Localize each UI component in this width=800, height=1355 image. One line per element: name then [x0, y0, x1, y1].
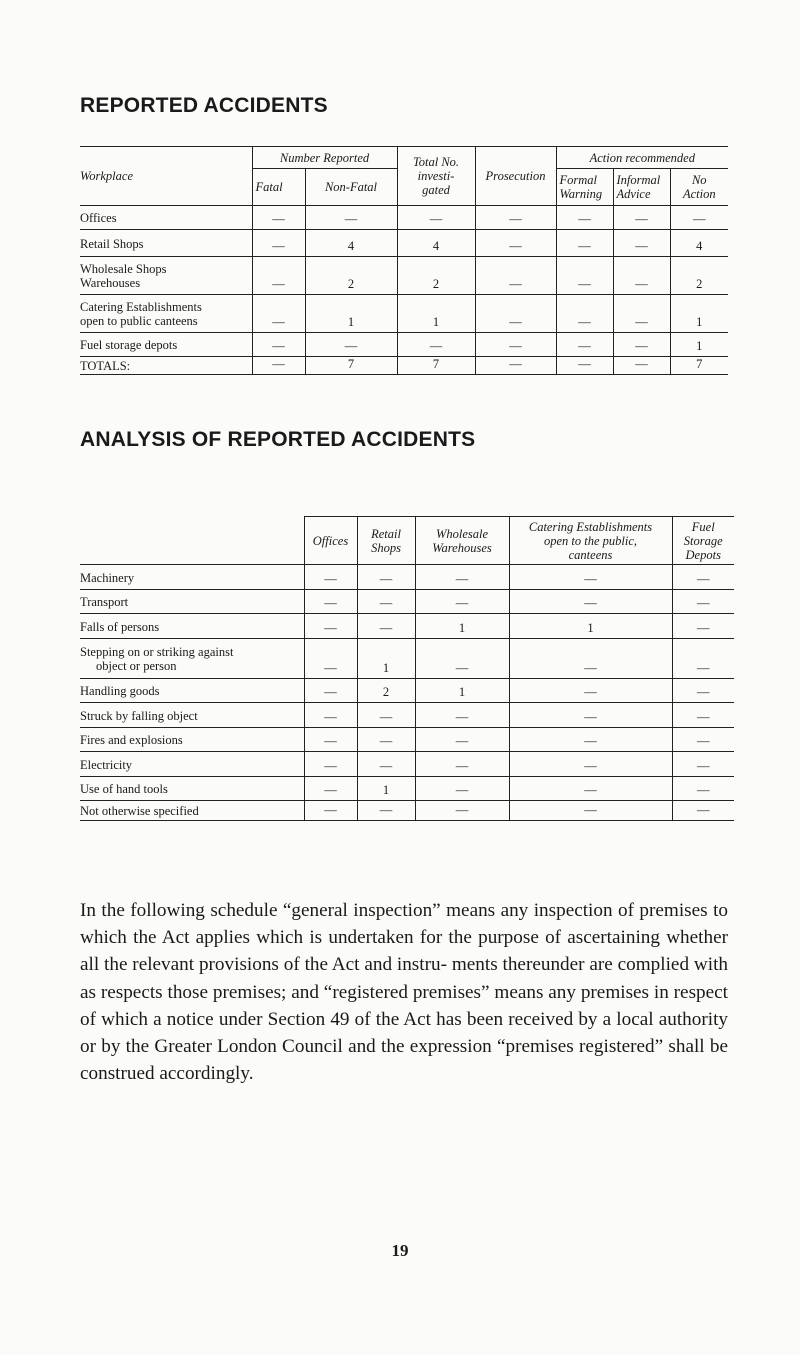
cell: — — [415, 565, 509, 590]
table-row — [80, 679, 734, 703]
cell: 4 — [397, 230, 475, 257]
cell: — — [415, 801, 509, 821]
cell: — — [556, 230, 613, 257]
cell: — — [613, 257, 670, 295]
table-row — [80, 752, 734, 777]
cell: — — [509, 639, 672, 679]
cell: — — [509, 703, 672, 728]
cell: — — [475, 357, 556, 375]
cell: — — [357, 614, 415, 639]
cell: — — [672, 703, 734, 728]
cell: — — [672, 565, 734, 590]
fuel-storage-header: Fuel Storage Depots — [672, 517, 734, 565]
cell: — — [672, 679, 734, 703]
cell: — — [672, 639, 734, 679]
cell: — — [475, 206, 556, 230]
row-label: Offices — [80, 206, 252, 230]
table-row — [80, 295, 728, 333]
analysis-table — [80, 516, 734, 821]
analysis-title: ANALYSIS OF REPORTED ACCIDENTS — [80, 428, 476, 451]
cell: 7 — [305, 357, 397, 375]
cell: — — [672, 590, 734, 614]
row-label: Electricity — [80, 752, 304, 777]
table-row — [80, 777, 734, 801]
cell: 1 — [357, 639, 415, 679]
cell: — — [556, 257, 613, 295]
cell: — — [556, 295, 613, 333]
row-label: Handling goods — [80, 679, 304, 703]
number-reported-header: Number Reported — [252, 147, 397, 169]
cell: — — [357, 801, 415, 821]
row-label: Fuel storage depots — [80, 333, 252, 357]
cell: — — [252, 333, 305, 357]
cell: — — [304, 703, 357, 728]
cell: — — [304, 728, 357, 752]
cell: — — [672, 777, 734, 801]
cell: — — [672, 801, 734, 821]
prosecution-header: Prosecution — [475, 147, 556, 206]
cell: — — [556, 357, 613, 375]
cell: — — [475, 295, 556, 333]
cell: — — [613, 357, 670, 375]
cell: — — [613, 295, 670, 333]
cell: — — [613, 333, 670, 357]
cell: — — [509, 752, 672, 777]
table-row — [80, 639, 734, 679]
cell: 2 — [397, 257, 475, 295]
cell: — — [509, 777, 672, 801]
row-label: Struck by falling object — [80, 703, 304, 728]
cell: — — [672, 614, 734, 639]
workplace-header: Workplace — [80, 147, 252, 206]
cell: — — [305, 206, 397, 230]
row-label: TOTALS: — [80, 357, 252, 375]
cell: — — [357, 703, 415, 728]
page-number: 19 — [391, 1241, 409, 1260]
cell: — — [415, 728, 509, 752]
cell: 1 — [670, 333, 728, 357]
cell: 2 — [670, 257, 728, 295]
row-label: Falls of persons — [80, 614, 304, 639]
cell: — — [252, 206, 305, 230]
cell: — — [305, 333, 397, 357]
table-row — [80, 801, 734, 821]
cell: 7 — [397, 357, 475, 375]
cell: — — [475, 230, 556, 257]
formal-warning-header: Formal Warning — [556, 169, 613, 206]
cell: 1 — [357, 777, 415, 801]
cell: 1 — [415, 614, 509, 639]
total-investigated-header: Total No. investi- gated — [397, 147, 475, 206]
table-row — [80, 590, 734, 614]
row-label: Machinery — [80, 565, 304, 590]
cell: — — [304, 639, 357, 679]
no-action-header: No Action — [670, 169, 728, 206]
cell: — — [357, 728, 415, 752]
row-label: Catering Establishments open to public canteens — [80, 295, 252, 333]
cell: — — [415, 590, 509, 614]
table-row — [80, 333, 728, 357]
cell: — — [252, 257, 305, 295]
definition-paragraph: In the following schedule “general inspection” means any inspection of premises to which the Act applies which is undertaken for the purpose of ascertaining whether all the relevant provisions of the Act and instru- ments thereunder are complied with as respects those premises; and “registered premises” means any premises in respect of which a notice under Section 49 of the Act has been received by a local authority or by the Greater London Council and the expression “premises registered” shall be construed accordingly. — [80, 900, 728, 1085]
cell: — — [509, 679, 672, 703]
row-label: Wholesale Shops Warehouses — [80, 257, 252, 295]
table-row — [80, 728, 734, 752]
fatal-header: Fatal — [252, 169, 305, 206]
cell: — — [415, 703, 509, 728]
blank-header — [80, 517, 304, 565]
cell: — — [357, 565, 415, 590]
cell: 7 — [670, 357, 728, 375]
cell: — — [252, 357, 305, 375]
cell: — — [556, 206, 613, 230]
cell: 2 — [357, 679, 415, 703]
table-row — [80, 614, 734, 639]
cell: — — [304, 752, 357, 777]
cell: — — [304, 614, 357, 639]
cell: — — [304, 679, 357, 703]
row-label: Stepping on or striking against object or person — [80, 639, 304, 679]
cell: — — [556, 333, 613, 357]
reported-accidents-table — [80, 146, 728, 375]
row-label: Retail Shops — [80, 230, 252, 257]
cell: — — [252, 230, 305, 257]
cell: — — [509, 801, 672, 821]
cell: 4 — [305, 230, 397, 257]
row-label: Transport — [80, 590, 304, 614]
reported-accidents-title: REPORTED ACCIDENTS — [80, 94, 328, 117]
cell: — — [357, 590, 415, 614]
table-row — [80, 230, 728, 257]
cell: — — [672, 728, 734, 752]
cell: — — [304, 565, 357, 590]
cell: — — [613, 206, 670, 230]
cell: 2 — [305, 257, 397, 295]
cell: — — [670, 206, 728, 230]
cell: — — [304, 801, 357, 821]
row-label: Not otherwise specified — [80, 801, 304, 821]
table-row — [80, 565, 734, 590]
cell: — — [509, 728, 672, 752]
cell: — — [509, 565, 672, 590]
table-row — [80, 257, 728, 295]
row-label: Use of hand tools — [80, 777, 304, 801]
cell: — — [397, 206, 475, 230]
wholesale-warehouses-header: Wholesale Warehouses — [415, 517, 509, 565]
cell: — — [252, 295, 305, 333]
informal-advice-header: Informal Advice — [613, 169, 670, 206]
cell: 1 — [305, 295, 397, 333]
cell: 1 — [415, 679, 509, 703]
cell: 4 — [670, 230, 728, 257]
cell: — — [475, 257, 556, 295]
table-row — [80, 206, 728, 230]
offices-header: Offices — [304, 517, 357, 565]
cell: — — [415, 639, 509, 679]
retail-shops-header: Retail Shops — [357, 517, 415, 565]
cell: — — [304, 590, 357, 614]
cell: — — [475, 333, 556, 357]
cell: — — [613, 230, 670, 257]
cell: — — [357, 752, 415, 777]
catering-header: Catering Establishments open to the public, canteens — [509, 517, 672, 565]
cell: 1 — [670, 295, 728, 333]
cell: — — [415, 777, 509, 801]
action-recommended-header: Action recommended — [556, 147, 728, 169]
non-fatal-header: Non-Fatal — [305, 169, 397, 206]
totals-row — [80, 357, 728, 375]
cell: — — [304, 777, 357, 801]
cell: — — [672, 752, 734, 777]
cell: 1 — [397, 295, 475, 333]
cell: 1 — [509, 614, 672, 639]
cell: — — [415, 752, 509, 777]
table-row — [80, 703, 734, 728]
cell: — — [397, 333, 475, 357]
cell: — — [509, 590, 672, 614]
row-label: Fires and explosions — [80, 728, 304, 752]
